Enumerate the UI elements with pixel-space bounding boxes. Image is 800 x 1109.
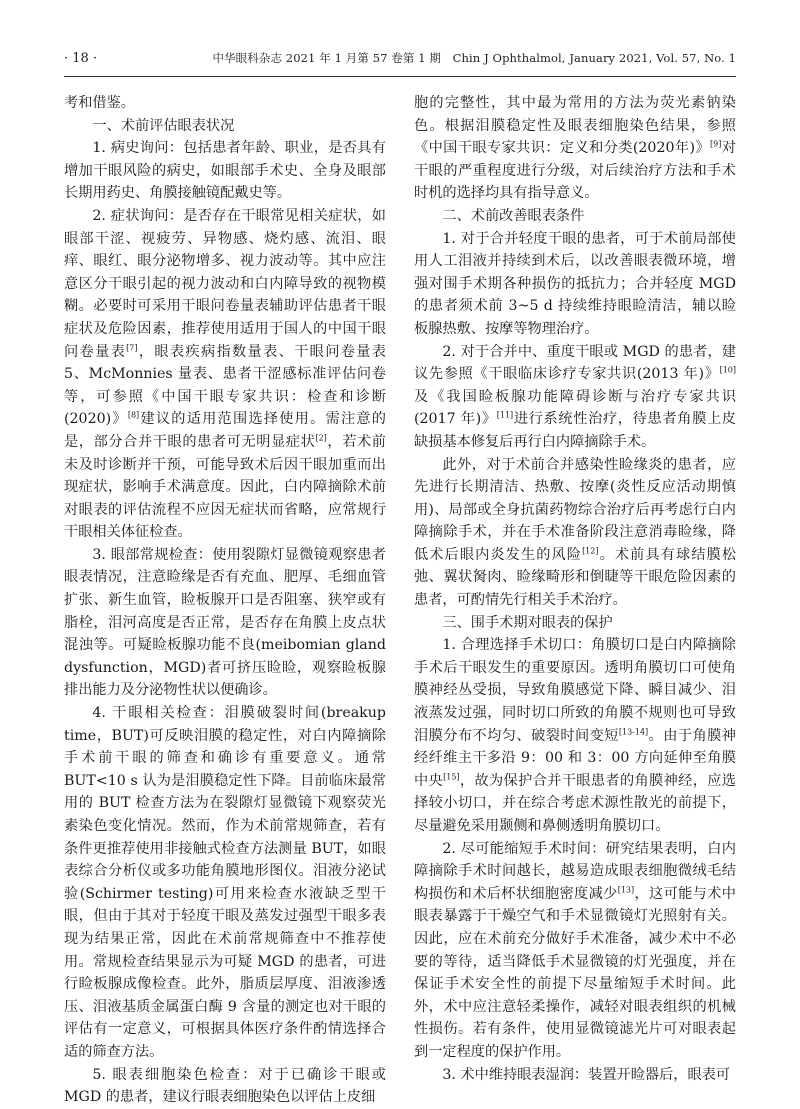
- citation-ref: [10]: [719, 365, 736, 375]
- paragraph: 3. 术中维持眼表湿润：装置开睑器后，眼表可: [442, 1066, 731, 1083]
- text-run: 对干眼的严重程度进行分级，对后续治疗方法和手术时机的选择均具有指导意义。: [414, 140, 736, 202]
- text-run: 2. 症状询问：是否存在干眼常见相关症状，如眼部干涩、视疲劳、异物感、烧灼感、流泪、眼痒、眼红、眼分泌物增多、视力波动等。其中应注意区分干眼引起的视力波动和白内障导致的视物模糊。必要时可采用干眼问卷量表辅助评估患者干眼症状及危险因素，推荐使用适用于国人的中国干眼问卷量表: [64, 207, 386, 360]
- section-heading: 三、围手术期对眼表的保护: [442, 614, 613, 631]
- text-run: ，故为保护合并干眼患者的角膜神经，应选择较小切口，并在综合考虑术源性散光的前提下，尽量避免采用颞侧和鼻侧透明角膜切口。: [414, 772, 736, 834]
- text-run: ，这可能与术中眼表暴露于干燥空气和手术显微镜灯光照射有关。因此，应在术前充分做好手术准备，减少术中不必要的等待，适当降低手术显微镜的灯光强度，并在保证手术安全性的前提下尽量缩短手术时间。此外，术中应注意轻柔操作，减轻对眼表组织的机械性损伤。若有条件，使用显微镜滤光片可对眼表起到一定程度的保护作用。: [414, 885, 736, 1060]
- text-run: 2. 对于合并中、重度干眼或 MGD 的患者，建议先参照《干眼临床诊疗专家共识(2013 年)》: [414, 343, 736, 383]
- running-header: [64, 50, 736, 77]
- text-run: 进行系统性治疗，待患者角膜上皮缺损基本修复后再行白内障摘除手术。: [414, 411, 736, 450]
- citation-ref: [11]: [496, 410, 514, 420]
- text-run: 胞的完整性，其中最为常用的方法为荧光素钠染色。根据泪膜稳定性及眼表细胞染色结果，参照《中国干眼专家共识：定义和分类(2020年)》: [414, 95, 736, 157]
- paragraph: 考和借鉴。: [64, 95, 135, 111]
- citation-ref: [9]: [710, 139, 722, 149]
- paragraph: [414, 92, 736, 205]
- paragraph: 1. 对于合并轻度干眼的患者，可于术前局部使用人工泪液并持续到术后，以改善眼表微环境，增强对围手术期各种损伤的抵抗力；合并轻度 MGD 的患者须术前 3~5 d 持续维持眼睑清洁，辅以睑板腺热敷、按摩等物理治疗。: [414, 230, 736, 337]
- text-run: 。术前具有球结膜松弛、翼状胬肉、睑缘畸形和倒睫等干眼危险因素的患者，可酌情先行相关手术治疗。: [414, 546, 736, 609]
- paragraph: [414, 838, 736, 1064]
- article-body: [64, 92, 736, 1109]
- paragraph: [414, 454, 736, 612]
- text-run: ，眼表疾病指数量表、干眼问卷量表 5、McMonnies 量表、患者干涩感标准评估问卷等，可参照《中国干眼专家共识：检查和诊断(2020)》: [64, 343, 386, 428]
- paragraph: 1. 病史询问：包括患者年龄、职业，是否具有增加干眼风险的病史，如眼部手术史、全身及眼部长期用药史、角膜接触镜配戴史等。: [64, 140, 386, 202]
- text-run: 建议的适用范围选择使用。需注意的是，部分合并干眼的患者可无明显症状: [64, 411, 386, 450]
- text-run: ，若术前未及时诊断并干预，可能导致术后因干眼加重而出现症状，影响手术满意度。因此，白内障摘除术前对眼表的评估流程不应因无症状而省略，应常规行干眼相关体征检查。: [64, 433, 386, 541]
- citation-ref: [7]: [126, 342, 138, 352]
- section-heading: 一、术前评估眼表状况: [92, 117, 235, 134]
- left-column: [64, 92, 386, 1109]
- text-run: 1. 合理选择手术切口：角膜切口是白内障摘除手术后干眼发生的重要原因。透明角膜切口可使角膜神经丛受损，导致角膜感觉下降、瞬目减少、泪液蒸发过强，同时切口所致的角膜不规则也可导致泪膜分布不均匀、破裂时间变短: [414, 637, 736, 744]
- journal-citation: 中华眼科杂志 2021 年 1 月第 57 卷第 1 期 Chin J Ophthalmol, January 2021, Vol. 57, No. 1: [212, 51, 736, 65]
- citation-ref: [13-14]: [618, 726, 649, 736]
- citation-ref: [13]: [617, 885, 635, 895]
- citation-ref: [2]: [315, 433, 327, 443]
- section-heading: 二、术前改善眼表条件: [442, 207, 585, 224]
- right-column: [414, 92, 736, 1109]
- text-run: 此外，对于术前合并感染性睑缘炎的患者，应先进行长期清洁、热敷、按摩(炎性反应活动期慎用)、局部或全身抗菌药物综合治疗后再考虑行白内障摘除手术，并在手术准备阶段注意消毒睑缘，降低术后眼内炎发生的风险: [414, 456, 736, 563]
- paragraph: [64, 205, 386, 544]
- citation-ref: [12]: [582, 546, 599, 556]
- paragraph: [414, 341, 736, 454]
- paragraph: 3. 眼部常规检查：使用裂隙灯显微镜观察患者眼表情况，注意睑缘是否有充血、肥厚、毛细血管扩张、新生血管，睑板腺开口是否阻塞、狭窄或有脂栓，泪河高度是否正常，是否存在角膜上皮点状混浊等。可疑睑板腺功能不良(meibomian gland dysfunction，MGD)者可挤压睑睑，观察睑板腺排出能力及分泌物性状以便确诊。: [64, 546, 386, 699]
- paragraph: 5. 眼表细胞染色检查：对于已确诊干眼或 MGD 的患者，建议行眼表细胞染色以评估上皮细: [64, 1066, 386, 1106]
- page-number: · 18 ·: [64, 51, 98, 66]
- text-run: 。由于角膜神经纤维主干多沿 9：00 和 3：00 方向延伸至角膜中央: [414, 727, 736, 789]
- paragraph: 4. 干眼相关检查：泪膜破裂时间(breakup time，BUT)可反映泪膜的稳定性，对白内障摘除手术前干眼的筛查和确诊有重要意义。通常 BUT<10 s 认为是泪膜稳定性下降。目前临床最常用的 BUT 检查方法为在裂隙灯显微镜下观察荧光素染色变化情况。然而，作为术前常规筛查，若有条件更推荐使用非接触式检查方法测量 BUT，如眼表综合分析仪或多功能角膜地形图仪。泪液分泌试验(Schirmer testing)可用来检查水液缺乏型干眼，但由于其对于轻度干眼及蒸发过强型干眼多表现为结果正常，因此在术前常规筛查中不推荐使用。常规检查结果显示为可疑 MGD 的患者，可进行睑板腺成像检查。此外，脂质层厚度、泪液渗透压、泪液基质金属蛋白酶 9 含量的测定也对干眼的评估有一定意义，可根据具体医疗条件酌情选择合适的筛查方法。: [64, 705, 386, 1060]
- citation-ref: [8]: [127, 410, 140, 420]
- text-run: 及《我国睑板腺功能障碍诊断与治疗专家共识(2017 年)》: [414, 388, 736, 428]
- paragraph: [414, 634, 736, 837]
- text-run: 2. 尽可能缩短手术时间：研究结果表明，白内障摘除手术时间越长，越易造成眼表细胞微绒毛结构损伤和术后杯状细胞密度减少: [414, 840, 736, 902]
- citation-ref: [15]: [443, 772, 460, 782]
